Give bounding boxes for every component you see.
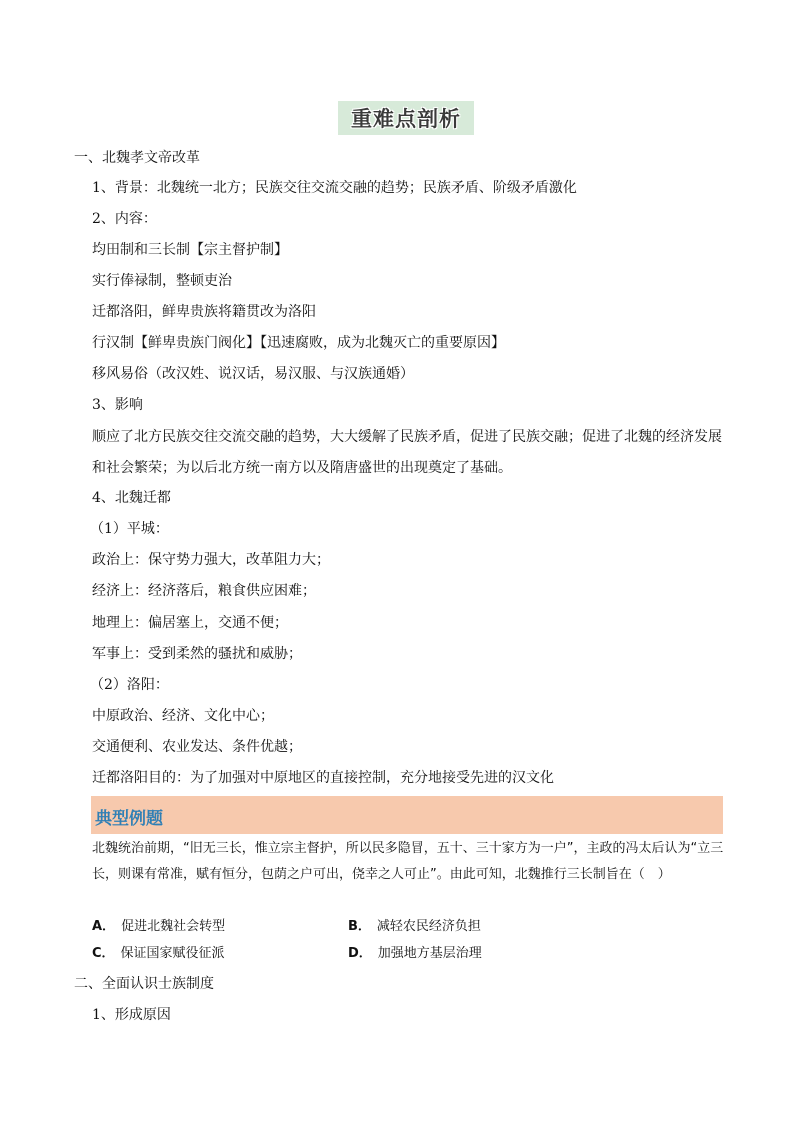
page-title: 重难点剖析: [351, 107, 461, 131]
luoyang-line: 迁都洛阳目的：为了加强对中原地区的直接控制，充分地接受先进的汉文化: [92, 770, 554, 786]
option-letter: B．: [348, 919, 371, 934]
option-text: 保证国家赋役征派: [120, 946, 225, 961]
background-item: 1、背景：北魏统一北方；民族交往交流交融的趋势；民族矛盾、阶级矛盾激化: [92, 180, 577, 196]
section1-heading: 一、北魏孝文帝改革: [74, 150, 200, 166]
relocation-item-label: 4、北魏迁都: [92, 490, 171, 506]
section2-heading: 二、全面认识士族制度: [74, 976, 214, 992]
example-banner: [91, 796, 723, 834]
content-item-label: 2、内容：: [92, 211, 157, 227]
option-letter: C．: [92, 946, 115, 961]
pingcheng-line: 地理上：偏居塞上，交通不便；: [92, 615, 288, 631]
pingcheng-line: 政治上：保守势力强大，改革阻力大；: [92, 552, 330, 568]
influence-paragraph: 顺应了北方民族交往交流交融的趋势，大大缓解了民族矛盾，促进了民族交融；促进了北魏的经济发展和社会繁荣；为以后北方统一南方以及隋唐盛世的出现奠定了基础。: [92, 429, 722, 476]
formation-item-label: 1、形成原因: [92, 1007, 171, 1023]
option-d: [348, 944, 482, 964]
section-title-banner: [338, 101, 474, 135]
example-banner-title: 典型例题: [95, 809, 163, 829]
option-text: 减轻农民经济负担: [376, 919, 481, 934]
option-text: 加强地方基层治理: [377, 946, 482, 961]
content-line: 均田制和三长制【宗主督护制】: [92, 242, 288, 258]
luoyang-line: 交通便利、农业发达、条件优越；: [92, 739, 302, 755]
option-text: 促进北魏社会转型: [121, 919, 226, 934]
content-line: 移风易俗（改汉姓、说汉话，易汉服、与汉族通婚）: [92, 366, 414, 382]
content-line: 行汉制【鲜卑贵族门阀化】【迅速腐败，成为北魏灭亡的重要原因】: [92, 335, 505, 351]
luoyang-line: 中原政治、经济、文化中心；: [92, 708, 274, 724]
luoyang-label: （2）洛阳：: [90, 677, 169, 693]
pingcheng-label: （1）平城：: [90, 521, 169, 537]
influence-item-label: 3、影响: [92, 397, 143, 413]
option-c: [92, 944, 225, 964]
pingcheng-line: 经济上：经济落后，粮食供应困难；: [92, 583, 316, 599]
option-b: [348, 917, 481, 937]
option-letter: D．: [348, 946, 372, 961]
pingcheng-line: 军事上：受到柔然的骚扰和威胁；: [92, 646, 302, 662]
content-line: 迁都洛阳，鲜卑贵族将籍贯改为洛阳: [92, 304, 316, 320]
question-text: 北魏统治前期，“旧无三长，惟立宗主督护，所以民多隐冒，五十、三十家方为一户”，主政的冯太后认为“立三长，则课有常准，赋有恒分，包荫之户可出，侥幸之人可止”。由此可知，北魏推行三长制旨在（ ）: [92, 841, 724, 882]
content-line: 实行俸禄制，整顿吏治: [92, 273, 232, 289]
option-a: [92, 917, 225, 937]
option-letter: A．: [92, 919, 116, 934]
